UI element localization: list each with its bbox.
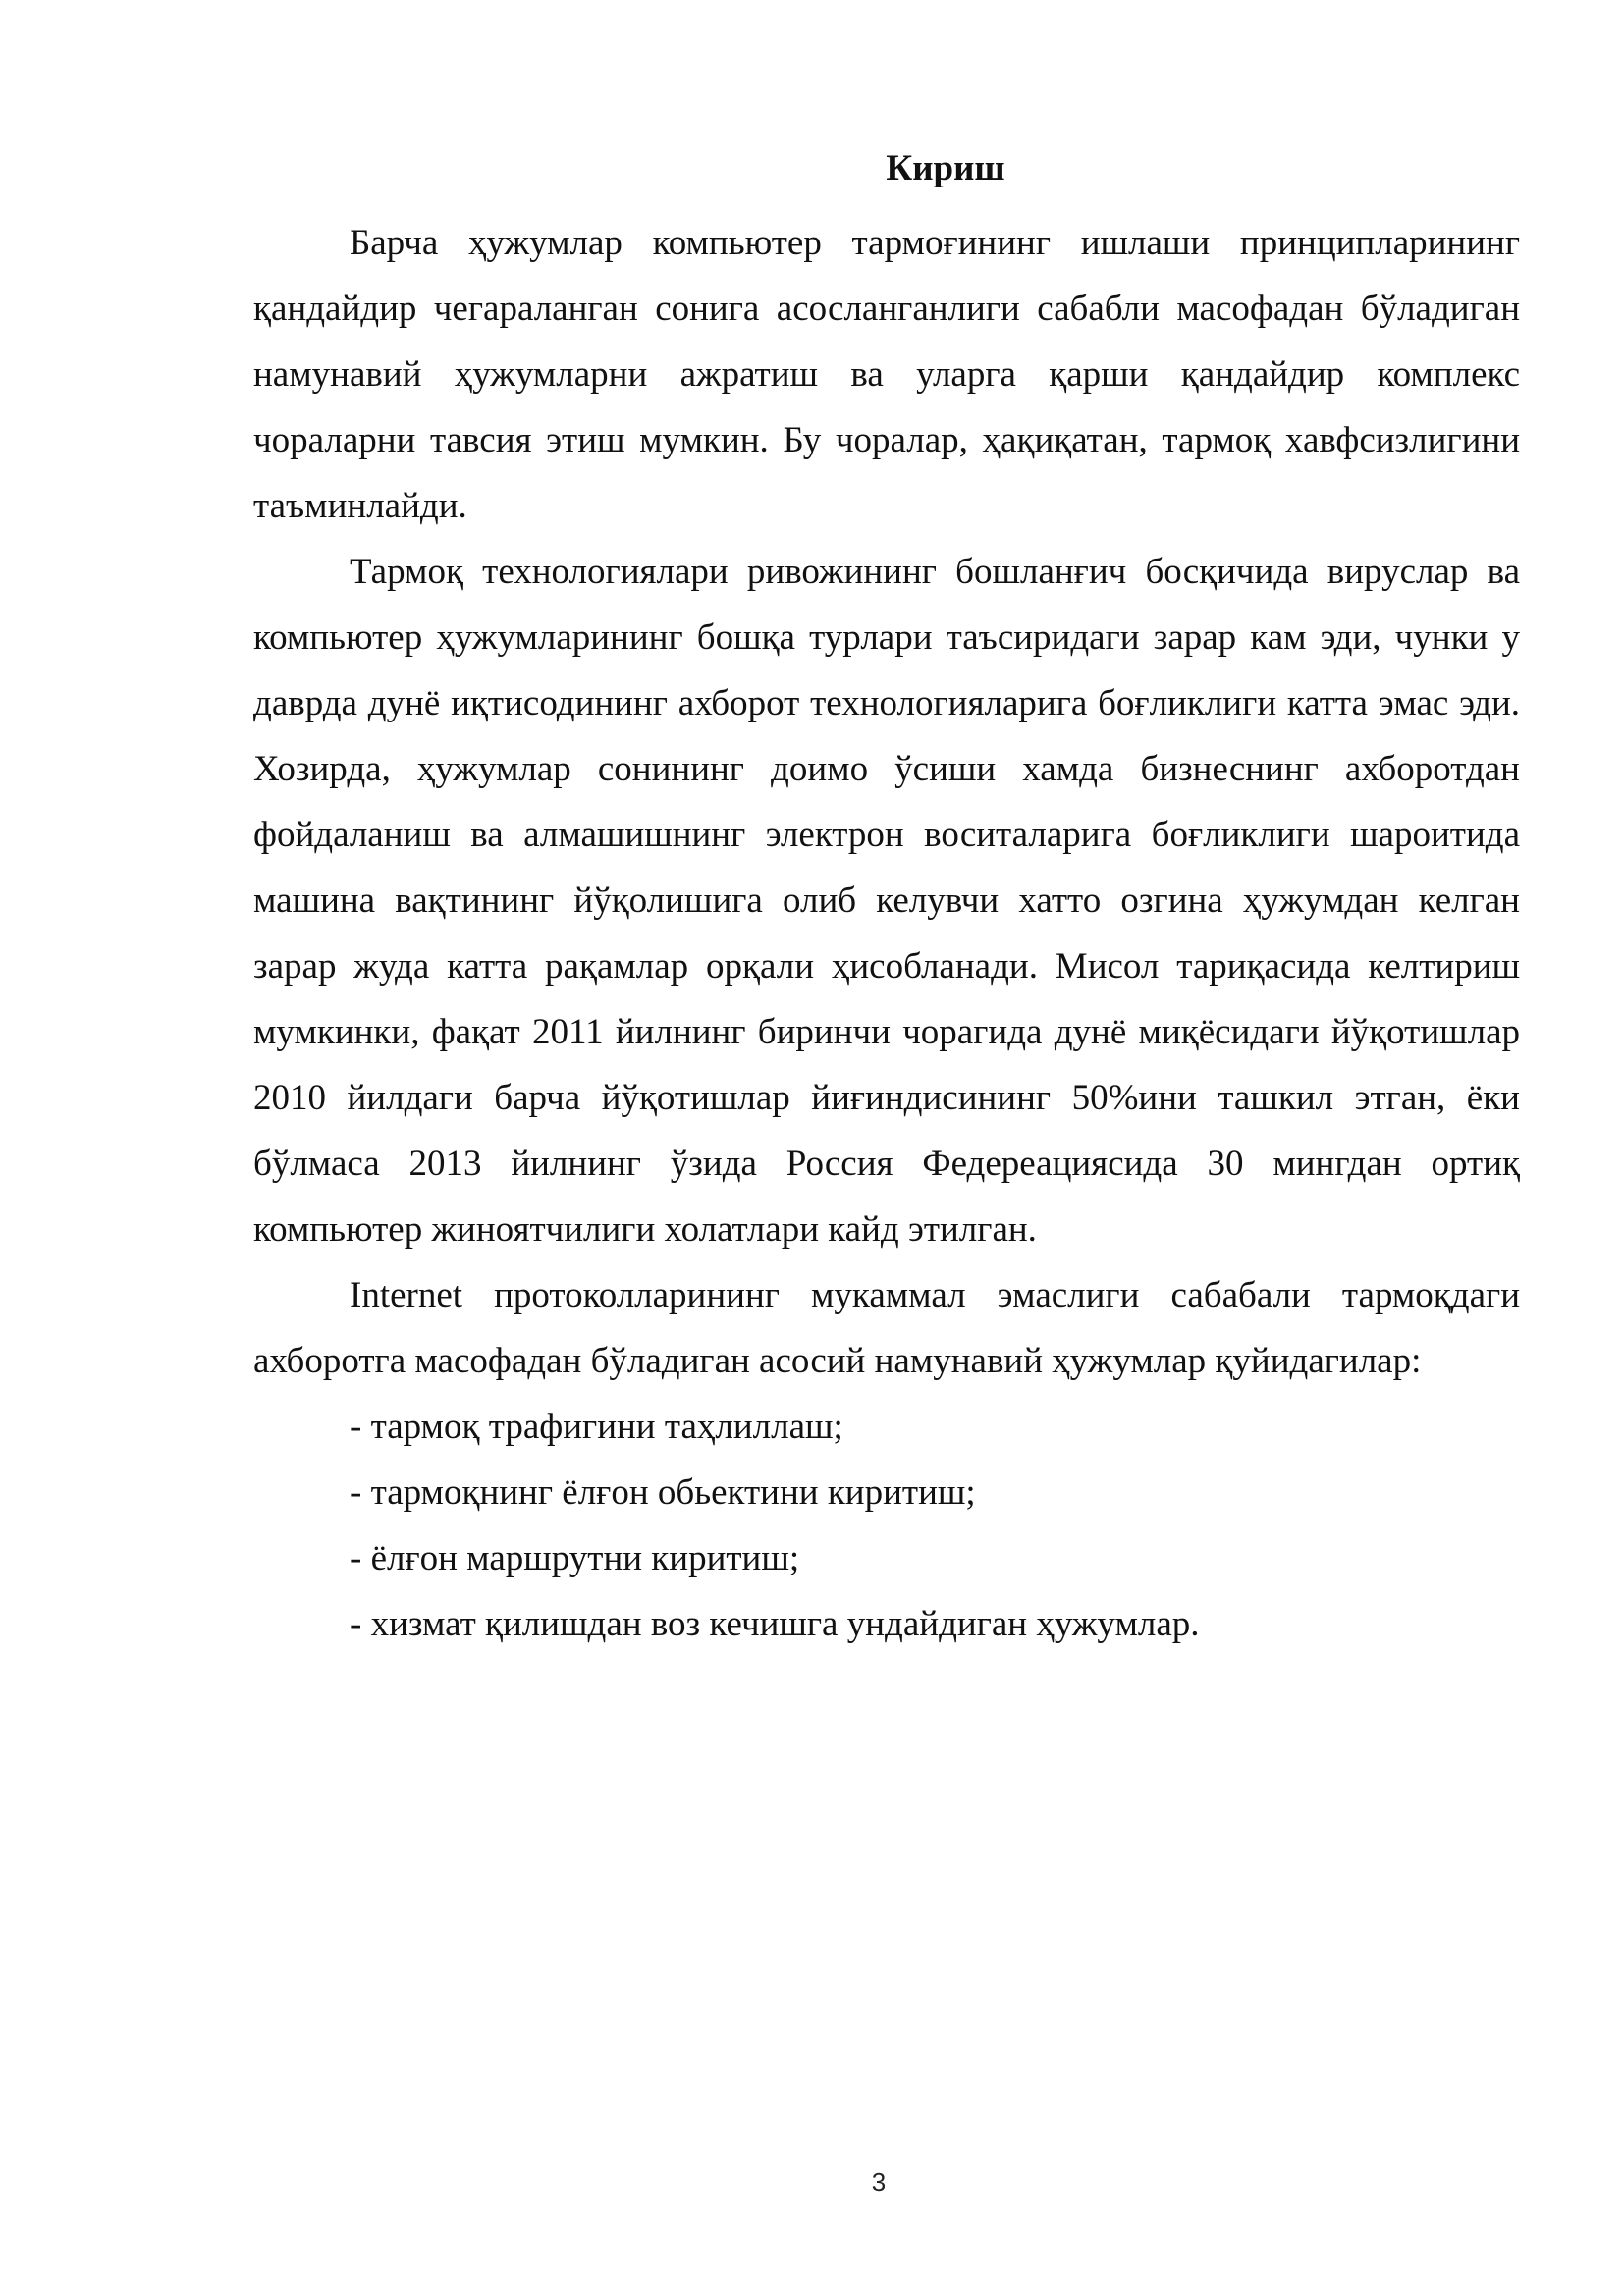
paragraph-3: Internet протоколларининг мукаммал эмаслиги сабабали тармоқдаги ахборотга масофадан бўладиган асосий намунавий ҳужумлар қуйидагилар:	[253, 1275, 1520, 1381]
page-title: Кириш	[886, 148, 1005, 188]
list-item: - хизмат қилишдан воз кечишга ундайдиган ҳужумлар.	[350, 1604, 1200, 1644]
list-item: - ёлғон маршрутни киритиш;	[350, 1538, 800, 1578]
list-item: - тармоқ трафигини таҳлиллаш;	[350, 1407, 843, 1447]
list-item: - тармоқнинг ёлғон обьектини киритиш;	[350, 1472, 976, 1513]
attack-types-list	[253, 1394, 1520, 1657]
paragraph-2: Тармоқ технологиялари ривожининг бошланғич босқичида вируслар ва компьютер ҳужумларининг бошқа турлари таъсиридаги зарар кам эди, чунки у даврда дунё иқтисодининг ахборот технологияларига боғликлиги катта эмас эди. Хозирда, ҳужумлар сонининг доимо ўсиши хамда бизнеснинг ахборотдан фойдаланиш ва алмашишнинг электрон воситаларига боғликлиги шароитида машина вақтининг йўқолишига олиб келувчи хатто озгина ҳужумдан келган зарар жуда катта рақамлар орқали ҳисобланади. Мисол тариқасида келтириш мумкинки, фақат 2011 йилнинг биринчи чорагида дунё миқёсидаги йўқотишлар 2010 йилдаги барча йўқотишлар йиғиндисининг 50%ини ташкил этган, ёки бўлмаса 2013 йилнинг ўзида Россия Федереациясида 30 мингдан ортиқ компьютер жиноятчилиги холатлари кайд этилган.	[253, 552, 1520, 1250]
paragraph-1: Барча ҳужумлар компьютер тармоғининг ишлаши принципларининг қандайдир чегараланган сонига асосланганлиги сабабли масофадан бўладиган намунавий ҳужумларни ажратиш ва уларга қарши қандайдир комплекс чораларни тавсия этиш мумкин. Бу чоралар, ҳақиқатан, тармоқ хавфсизлигини таъминлайди.	[253, 223, 1520, 526]
page-number: 3	[871, 2167, 887, 2197]
page-content	[253, 147, 1520, 1657]
